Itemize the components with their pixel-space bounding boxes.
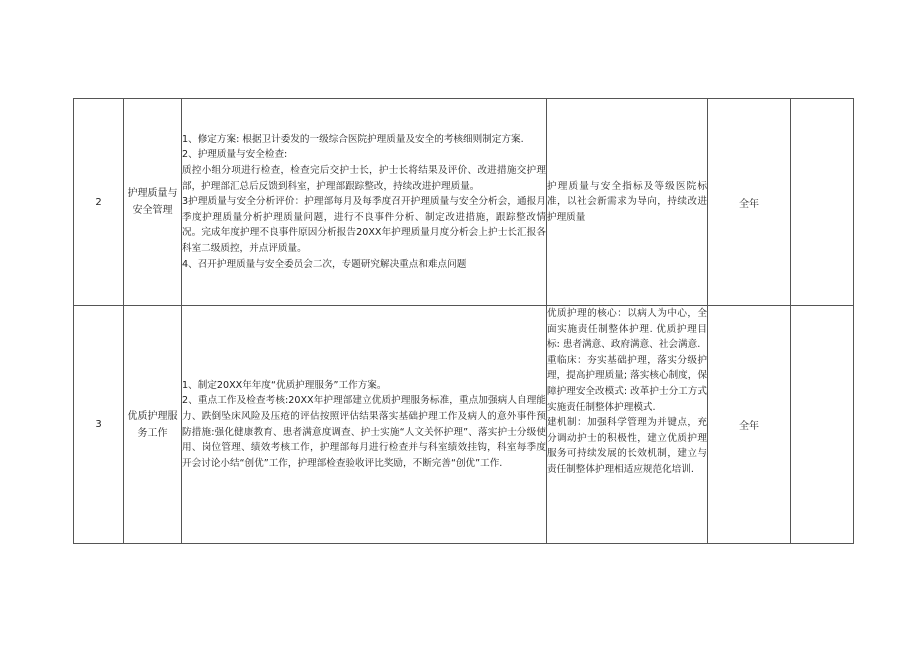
row-time: 全年 bbox=[708, 99, 791, 306]
measure-line: 1、修定方案: 根据卫计委发的一级综合医院护理质量及安全的考核细则制定方案. bbox=[182, 133, 524, 145]
row-topic: 护理质量与安全管理 bbox=[124, 99, 182, 306]
measure-line: 3护理质量与安全分析评价：护理部每月及每季度召开护理质量与安全分析会，通报月季度护理质量分析护理质量问题，进行不良事件分析、制定改进措施，跟踪整改情况。完成年度护理不良事件原因分析报告20XX年护理质量月度分析会上护士长汇报各科室二级质控，并点评质量。 bbox=[182, 196, 546, 254]
row-number: 3 bbox=[74, 306, 124, 544]
row-standard bbox=[547, 99, 708, 306]
table-row bbox=[74, 99, 854, 306]
measure-line: 4、召开护理质量与安全委员会二次，专题研究解决重点和难点问题 bbox=[182, 258, 467, 270]
work-plan-table bbox=[73, 98, 854, 544]
standard-line: 建机制：加强科学管理为并键点，充分调动护士的积极性，建立优质护理服务可持续发展的长效机制，建立与责任制整体护理相适应规范化培训. bbox=[547, 417, 707, 475]
row-blank-cell bbox=[791, 306, 854, 544]
measure-line: 质控小组分项进行检查，检查完后交护士长，护士长将结果及评价、改进措施交护理部，护理部汇总后反馈到科室，护理部跟踪整改，持续改进护理质量。 bbox=[182, 165, 546, 192]
standard-line: 优质护理的核心：以病人为中心，全面实施责任制整体护理. 优质护理目标: 患者满意、政府满意、社会满意. bbox=[547, 308, 707, 351]
measure-line: 2、重点工作及检查考核:20XX年护理部建立优质护理服务标准，重点加强病人自理能力、跌倒坠床风险及压疮的评估按照评估结果落实基础护理工作及病人的意外事件预防措施:强化健康教育、患者满意度调查、护士实施“人文关怀护理”、落实护士分级使用、岗位管理、绩效考核工作，护理部每月进行检查并与科室绩效挂钩，科室每季度开会讨论小结“创优”工作，护理部检查验收评比奖励，不断完善“创优”工作. bbox=[182, 395, 546, 469]
measure-line: 1、制定20XX年年度“优质护理服务”工作方案。 bbox=[182, 379, 387, 391]
standard-line: 护理质量与安全指标及等级医院标准，以社会新需求为导向，持续改进护理质量 bbox=[547, 180, 707, 223]
table-row bbox=[74, 306, 854, 544]
row-standard bbox=[547, 306, 708, 544]
row-blank-cell bbox=[791, 99, 854, 306]
row-measures bbox=[182, 99, 547, 306]
row-time: 全年 bbox=[708, 306, 791, 544]
measure-line: 2、护理质量与安全检查: bbox=[182, 149, 288, 161]
standard-line: 重临床：夯实基础护理，落实分级护理，提高护理质量; 落实核心制度，保障护理安全改模式: 改革护士分工方式实施责任制整体护理模式. bbox=[547, 354, 707, 413]
row-measures bbox=[182, 306, 547, 544]
row-topic: 优质护理服务工作 bbox=[124, 306, 182, 544]
row-number: 2 bbox=[74, 99, 124, 306]
